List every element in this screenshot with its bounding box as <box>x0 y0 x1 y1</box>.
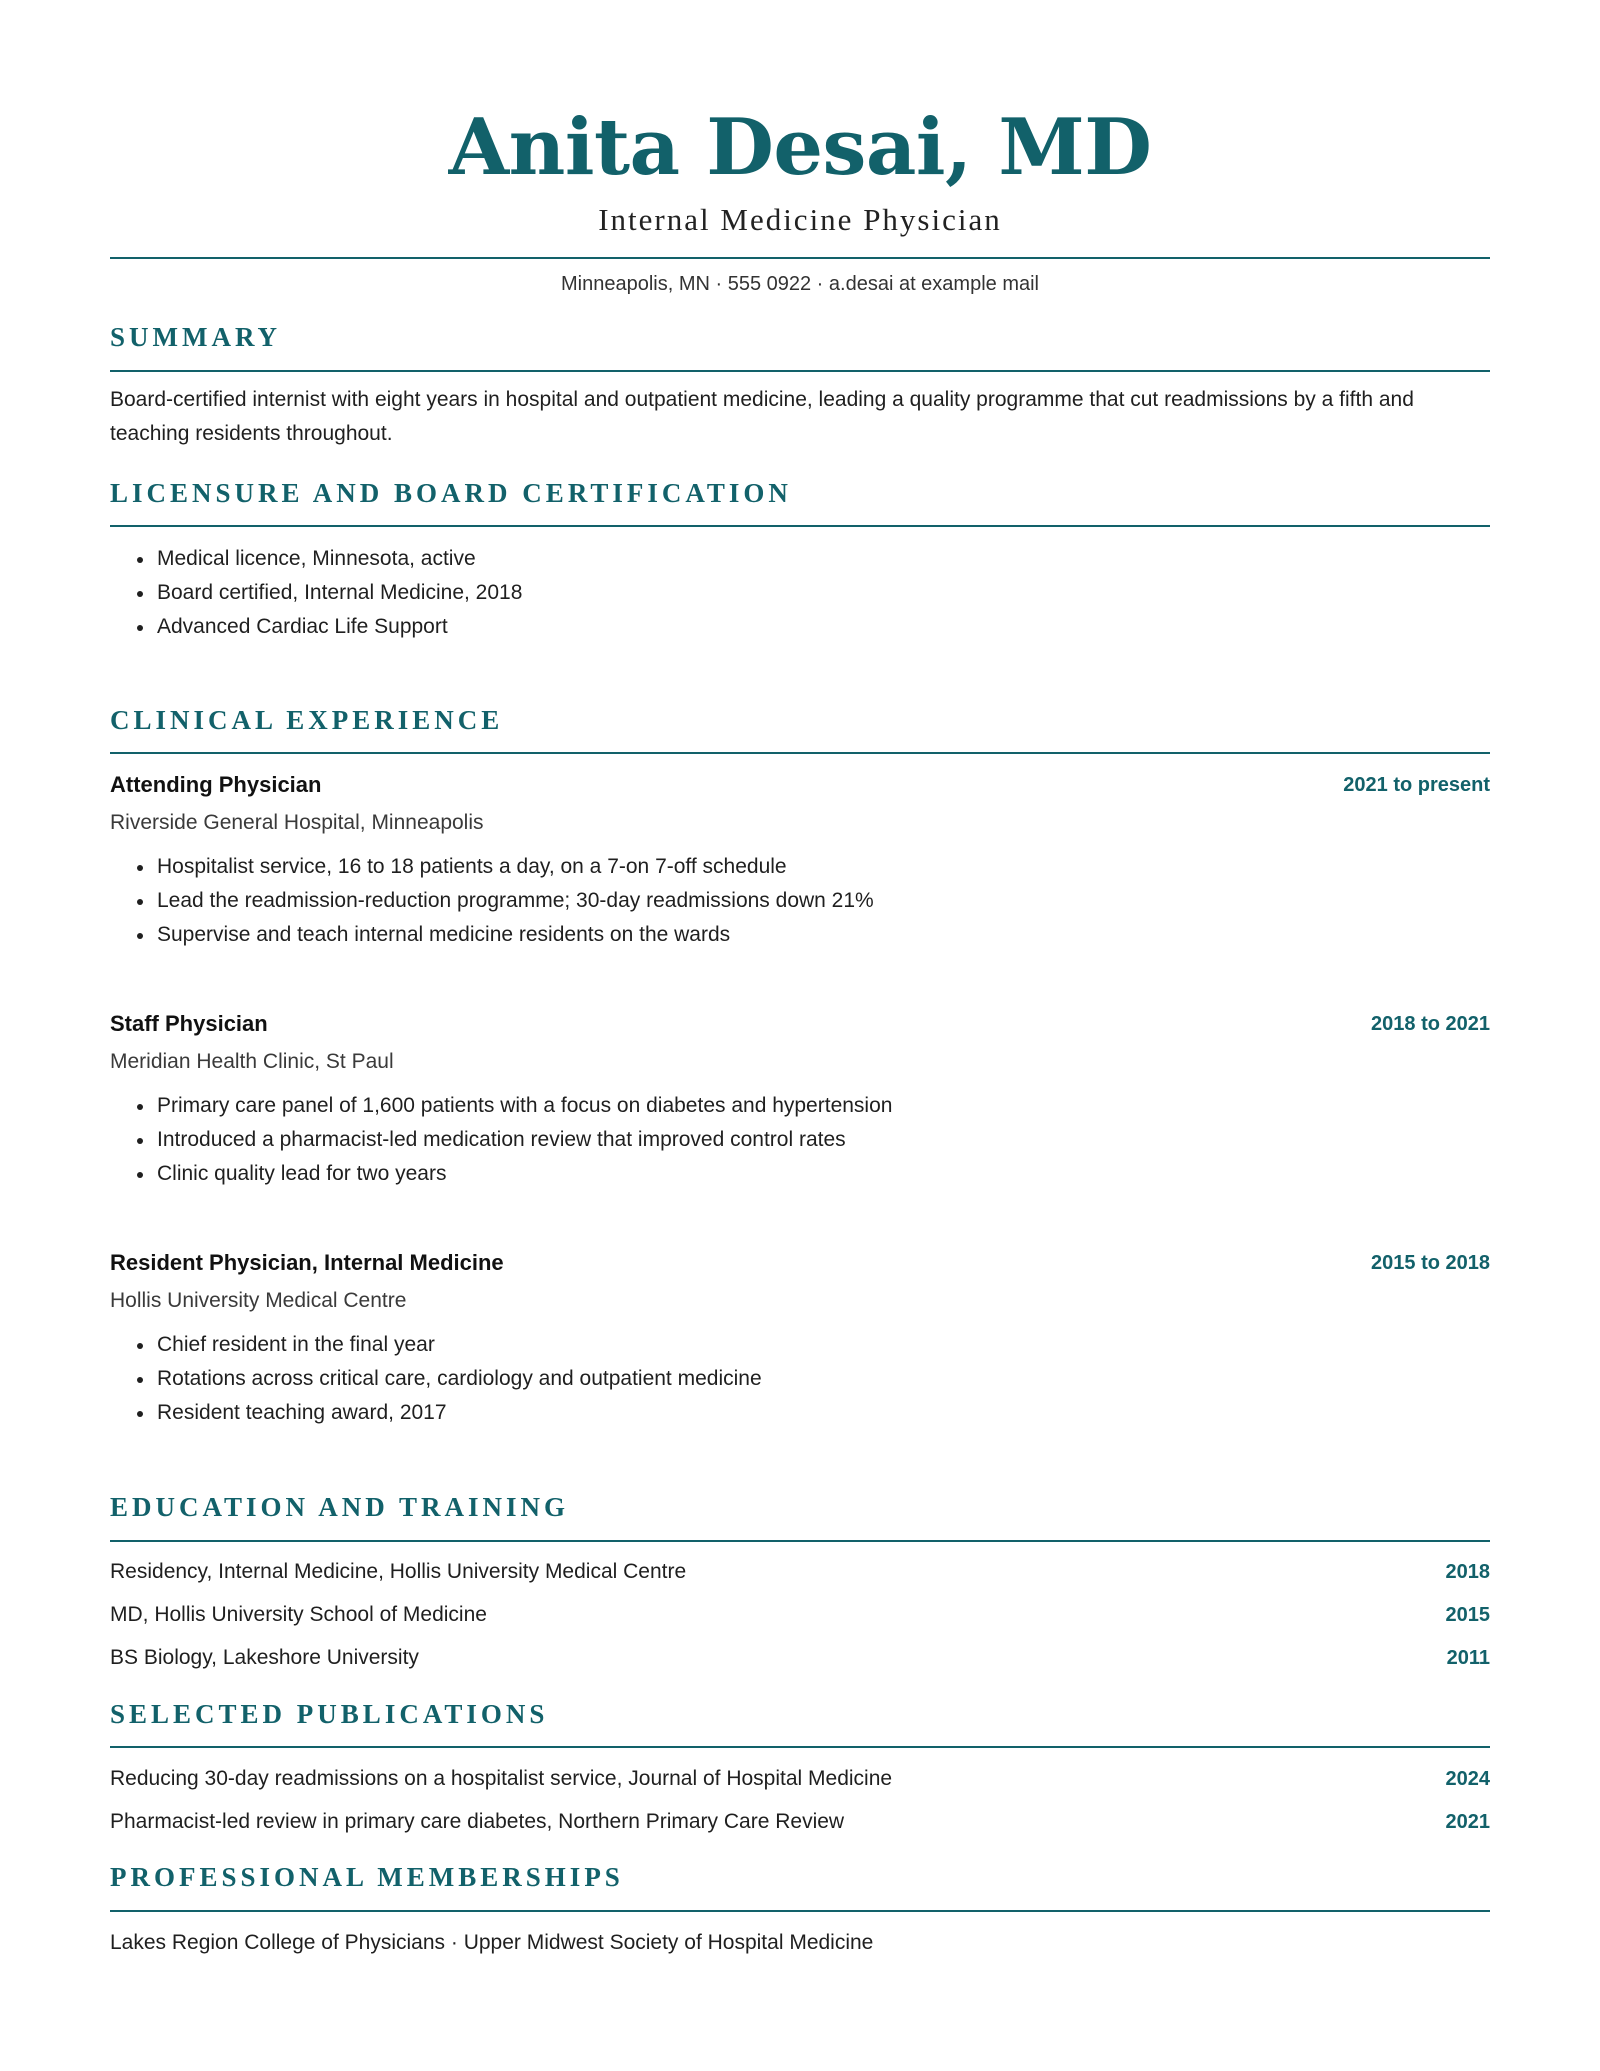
education-entry: Residency, Internal Medicine, Hollis University Medical Centre <box>110 1560 687 1583</box>
education-entry: BS Biology, Lakeshore University <box>110 1646 419 1669</box>
job-bullets <box>110 1089 1410 1191</box>
experience-heading: CLINICAL EXPERIENCE <box>110 705 504 735</box>
education-year: 2015 <box>1445 1604 1490 1626</box>
list-item: Advanced Cardiac Life Support <box>110 610 1410 644</box>
summary-divider <box>110 370 1490 372</box>
memberships-text: Lakes Region College of Physicians · Upper Midwest Society of Hospital Medicine <box>110 1931 874 1954</box>
candidate-title: Internal Medicine Physician <box>598 202 1002 237</box>
education-row <box>110 1555 1490 1589</box>
summary-heading: SUMMARY <box>110 322 282 352</box>
job-title: Resident Physician, Internal Medicine <box>110 1250 504 1275</box>
experience-divider <box>110 752 1490 754</box>
job-bullets <box>110 1328 1410 1430</box>
job-organization: Meridian Health Clinic, St Paul <box>110 1050 394 1073</box>
publication-year: 2021 <box>1445 1811 1490 1833</box>
job-dates: 2015 to 2018 <box>1371 1252 1490 1274</box>
list-item: Introduced a pharmacist-led medication review that improved control rates <box>110 1123 1410 1157</box>
list-item: Chief resident in the final year <box>110 1328 1410 1362</box>
list-item: Rotations across critical care, cardiology and outpatient medicine <box>110 1362 1410 1396</box>
job-dates: 2021 to present <box>1343 774 1490 796</box>
summary-text: Board-certified internist with eight years in hospital and outpatient medicine, leading a quality programme that cut readmissions by a fifth and teaching residents throughout. <box>110 388 1414 445</box>
candidate-name: Anita Desai, MD <box>448 102 1152 193</box>
education-heading: EDUCATION AND TRAINING <box>110 1492 570 1522</box>
publication-row <box>110 1762 1490 1796</box>
education-year: 2011 <box>1446 1647 1490 1669</box>
list-item: Board certified, Internal Medicine, 2018 <box>110 576 1410 610</box>
publication-entry: Pharmacist-led review in primary care diabetes, Northern Primary Care Review <box>110 1810 845 1833</box>
education-divider <box>110 1540 1490 1542</box>
publications-divider <box>110 1746 1490 1748</box>
job-organization: Riverside General Hospital, Minneapolis <box>110 811 484 834</box>
publication-row <box>110 1805 1490 1839</box>
job-organization: Hollis University Medical Centre <box>110 1289 407 1312</box>
licensure-list <box>110 542 1410 644</box>
list-item: Resident teaching award, 2017 <box>110 1396 1410 1430</box>
publications-heading: SELECTED PUBLICATIONS <box>110 1699 549 1729</box>
education-row <box>110 1598 1490 1632</box>
job-dates: 2018 to 2021 <box>1371 1013 1490 1035</box>
list-item: Lead the readmission-reduction programme; 30-day readmissions down 21% <box>110 884 1410 918</box>
job-bullets <box>110 850 1410 952</box>
list-item: Hospitalist service, 16 to 18 patients a day, on a 7-on 7-off schedule <box>110 850 1410 884</box>
publication-entry: Reducing 30-day readmissions on a hospitalist service, Journal of Hospital Medicine <box>110 1767 893 1790</box>
memberships-heading: PROFESSIONAL MEMBERSHIPS <box>110 1862 624 1892</box>
education-row <box>110 1641 1490 1675</box>
licensure-heading: LICENSURE AND BOARD CERTIFICATION <box>110 478 792 508</box>
memberships-divider <box>110 1910 1490 1912</box>
list-item: Primary care panel of 1,600 patients with a focus on diabetes and hypertension <box>110 1089 1410 1123</box>
list-item: Clinic quality lead for two years <box>110 1157 1410 1191</box>
education-year: 2018 <box>1445 1561 1490 1583</box>
licensure-divider <box>110 525 1490 527</box>
job-title: Staff Physician <box>110 1011 268 1036</box>
publication-year: 2024 <box>1445 1768 1490 1790</box>
contact-line: Minneapolis, MN · 555 0922 · a.desai at example mail <box>560 273 1040 295</box>
job-title: Attending Physician <box>110 772 322 797</box>
header-divider <box>110 257 1490 259</box>
list-item: Supervise and teach internal medicine residents on the wards <box>110 918 1410 952</box>
list-item: Medical licence, Minnesota, active <box>110 542 1410 576</box>
education-entry: MD, Hollis University School of Medicine <box>110 1603 487 1626</box>
